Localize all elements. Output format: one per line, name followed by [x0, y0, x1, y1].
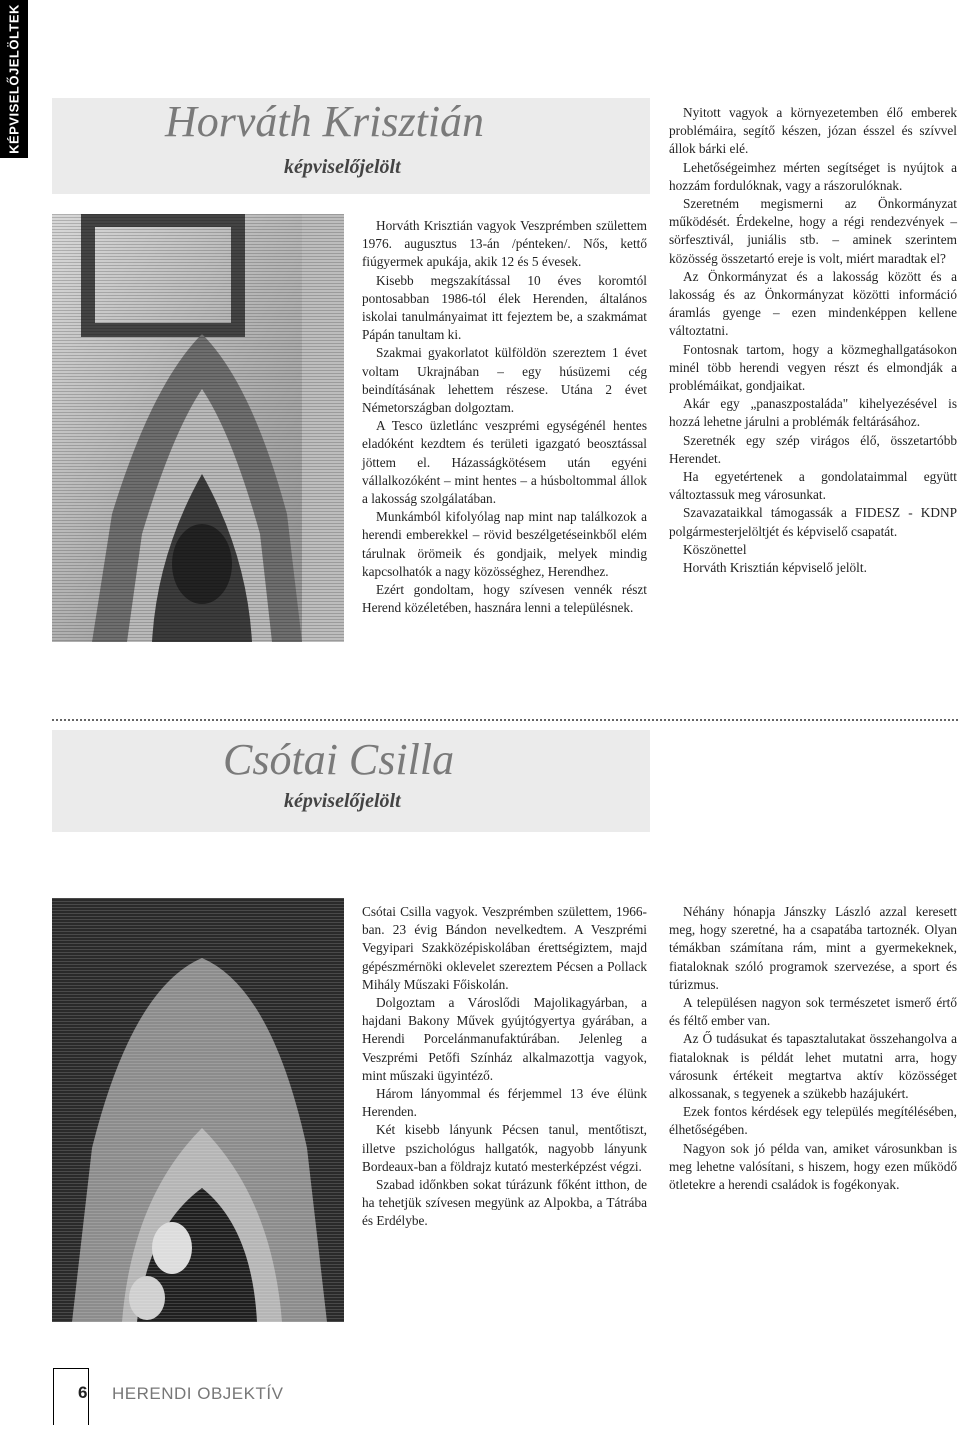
candidate-1-col1-paragraph: Ezért gondoltam, hogy szívesen vennék részt Herend közéletében, hasznára lenni a településnek.: [362, 582, 647, 616]
candidate-1-bio-column-2: [669, 104, 957, 577]
candidate-1-col1-paragraph: Horváth Krisztián vagyok Veszprémben születtem 1976. augusztus 13-án /pénteken/. Nős, kettő fiúgyermek apukája, akik 12 és 5 évesek.: [362, 218, 647, 270]
candidate-1-col2-paragraph: Szeretnék egy szép virágos élő, összetartóbb Herendet.: [669, 432, 957, 466]
candidate-2-col2-paragraph: Nagyon sok jó példa van, amiket városunkban is meg lehetne valósítani, s hiszem, hogy ezen működő ötletekre a herendi családok is fogékonyak.: [669, 1140, 957, 1193]
candidate-1-col2-paragraph: Akár egy „panaszpostaláda" kihelyezésével is hozzá lehetne járulni a problémák feltárásához.: [669, 396, 957, 430]
candidate-2-name: Csótai Csilla: [223, 735, 455, 784]
candidate-1-col2-signature: Horváth Krisztián képviselő jelölt.: [683, 560, 867, 576]
candidate-1-col1-paragraph: Szakmai gyakorlatot külföldön szereztem 1 évet voltam Ukrajnában – egy húsüzemi cég beindításának lehettem részese. Utána 2 évet Németországban dolgoztam.: [362, 345, 647, 416]
candidate-1-col1-paragraph: A Tesco üzletlánc veszprémi egységénél hentes eladóként kezdtem és területi igazgató beosztással jöttem el. Házasságkötésem után egyéni vállalkozóként – mint hentes – a húsboltommal állok a lakosság szolgálatában.: [362, 418, 647, 507]
candidate-2-col1-paragraph: Csótai Csilla vagyok. Veszprémben születtem, 1966-ban. 23 évig Bándon nevelkedtem. A Veszprémi Vegyipari Szakközépiskolában érettségiztem, majd gépészmérnöki oklevelet szereztem Pécsen a Pollack Mihály Műszaki Főiskolán.: [362, 904, 647, 992]
section-divider: [52, 719, 958, 721]
candidate-1-photo: [52, 214, 344, 642]
candidate-2-col2-paragraph: Az Ő tudásukat és tapasztalutakat összehangolva a fiataloknak is példát lehet mutatni arra, hogy városunk értékeit megtartva aktív közösséget alkossanak, s tegyenek a szükebb hazájukért.: [669, 1031, 957, 1102]
candidate-2-photo-graphic: [52, 898, 344, 1322]
candidate-2-photo: [52, 898, 344, 1322]
candidate-1-photo-graphic: [52, 214, 344, 642]
candidate-2-col1-paragraph: Dolgoztam a Városlődi Majolikagyárban, a hajdani Bakony Művek gyújtógyertya gyárában, a Herendi Porcelánmanufaktúrában. Jelenleg a Veszprémi Petőfi Színház alkalmazottja vagyok, mint műszaki ügyintéző.: [362, 995, 647, 1083]
candidate-1-col2-paragraph: Lehetőségeimhez mérten segítséget is nyújtok a hozzám fordulóknak, vagy a rászorulóknak.: [669, 159, 957, 193]
section-tab-label: KÉPVISELŐJELÖLTEK: [6, 4, 22, 154]
candidate-1-name: Horváth Krisztián: [165, 97, 485, 146]
page-number: 6: [78, 1383, 88, 1402]
candidate-2-col1-paragraph: Három lányommal és férjemmel 13 éve élünk Herenden.: [362, 1086, 647, 1120]
candidate-1-col1-paragraph: Kisebb megszakítással 10 éves koromtól pontosabban 1986-tól élek Herenden, általános iskolai tanulmányaimat itt fejeztem be, a szakmámat Pápán tanultam ki.: [362, 272, 647, 343]
candidate-2-col2-paragraph: A településen nagyon sok természetet ismerő értő és féltő ember van.: [669, 995, 957, 1029]
candidate-2-col2-paragraph: Ezek fontos kérdések egy település megítélésében, élhetőségében.: [669, 1104, 957, 1138]
candidate-1-role: képviselőjelölt: [284, 156, 401, 178]
candidate-1-bio-column-1: [362, 217, 647, 617]
candidate-1-col2-paragraph: Szavazataikkal támogassák a FIDESZ - KDNP polgármesterjelöltjét és képviselő csapatát.: [669, 505, 957, 539]
candidate-1-col2-paragraph: Ha egyetértenek a gondolataimmal együtt változtassuk meg városunkat.: [669, 469, 957, 503]
candidate-1-col2-paragraph: Az Önkormányzat és a lakosság között és a lakosság és az Önkormányzat közötti információ áramlás gyenge – ezen mindenképpen kellene változtatni.: [669, 268, 957, 339]
section-tab: [0, 0, 28, 158]
magazine-title: HERENDI OBJEKTÍV: [112, 1384, 284, 1403]
candidate-2-bio-column-1: [362, 903, 647, 1231]
candidate-2-bio-column-2: [669, 903, 957, 1194]
candidate-1-col2-paragraph: Szeretném megismerni az Önkormányzat működését. Érdekelne, hogy a régi rendezvények – sörfesztivál, juniális stb. – aminek szerintem közösség összetartó ereje is volt, miért maradtak el?: [669, 196, 957, 266]
candidate-1-col1-paragraph: Munkámból kifolyólag nap mint nap találkozok a herendi emberekkel – rövid beszélgetéseinkből elém tárulnak örömeik és gondjaik, melyek mindig kapcsolhatók a nagy közösséghez, Herendhez.: [362, 509, 647, 579]
candidate-1-col2-paragraph: Fontosnak tartom, hogy a közmeghallgatásokon minél több herendi vegyen részt és elmondják a problémáikat, gondjaikat.: [669, 341, 957, 394]
candidate-1-col2-paragraph: Nyitott vagyok a környezetemben élő emberek problémáira, segítő készen, józan ésszel és szívvel állok bárki elé.: [669, 105, 957, 157]
candidate-2-col2-paragraph: Néhány hónapja Jánszky László azzal keresett meg, hogy szeretné, ha a csapatába tartoznék. Olyan témákban számítana rám, mint a gyermekeknek, fiataloknak szóló programok szervezése, a sport és túrizmus.: [669, 904, 957, 992]
candidate-2-col1-paragraph: Szabad időnkben sokat túrázunk főként itthon, de ha tehetjük szívesen megyünk az Alpokba, a Tátrába és Erdélybe.: [362, 1177, 647, 1229]
candidate-2-col1-paragraph: Két kisebb lányunk Pécsen tanul, mentőtiszt, illetve pszichológus hallgatók, nagyobb lányunk Bordeaux-ban a földrajz kutató mesterképzést végzi.: [362, 1122, 647, 1174]
candidate-1-col2-closing: Köszönettel: [683, 541, 747, 557]
candidate-2-role: képviselőjelölt: [284, 790, 401, 812]
